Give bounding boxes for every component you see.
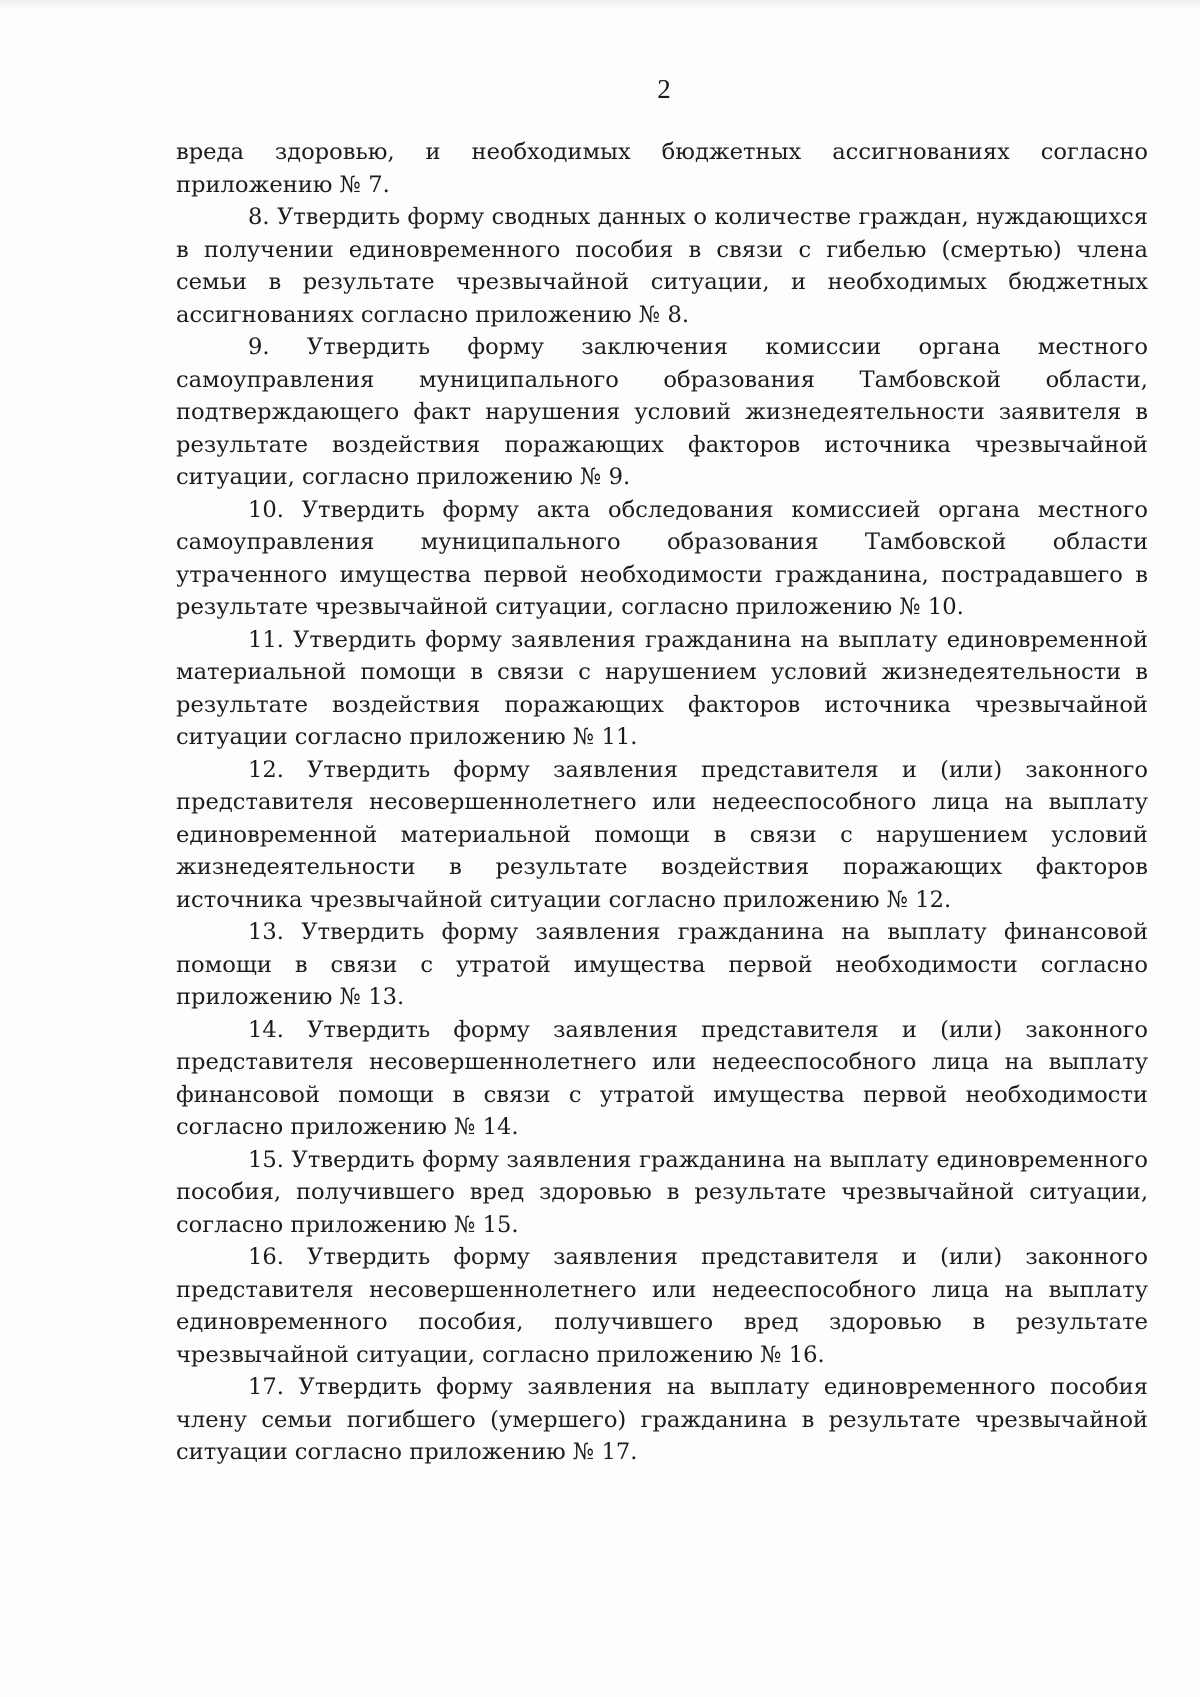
paragraph-item-11: 11. Утвердить форму заявления гражданина на выплату единовременной материальной помощи в связи с нарушением условий жизнедеятельности в результате воздействия поражающих факторов источника чрезвычайной ситуации согласно приложению № 11. bbox=[176, 626, 1148, 750]
paragraph-item-14: 14. Утвердить форму заявления представителя и (или) законного представителя несовершеннолетнего или недееспособного лица на выплату финансовой помощи в связи с утратой имущества первой необходимости согласно приложению № 14. bbox=[176, 1016, 1148, 1140]
paragraph-item-13: 13. Утвердить форму заявления гражданина на выплату финансовой помощи в связи с утратой имущества первой необходимости согласно приложению № 13. bbox=[176, 919, 1148, 1010]
paragraph-item-9: 9. Утвердить форму заключения комиссии органа местного самоуправления муниципального образования Тамбовской области, подтверждающего факт нарушения условий жизнедеятельности заявителя в результате воздействия поражающих факторов источника чрезвычайной ситуации, согласно приложению № 9. bbox=[176, 334, 1148, 490]
paragraph-item-12: 12. Утвердить форму заявления представителя и (или) законного представителя несовершеннолетнего или недееспособного лица на выплату единовременной материальной помощи в связи с нарушением условий жизнедеятельности в результате воздействия поражающих факторов источника чрезвычайной ситуации согласно приложению № 12. bbox=[176, 756, 1148, 913]
paragraph-item-10: 10. Утвердить форму акта обследования комиссией органа местного самоуправления муниципального образования Тамбовской области утраченного имущества первой необходимости гражданина, пострадавшего в результате чрезвычайной ситуации, согласно приложению № 10. bbox=[176, 496, 1148, 620]
paragraph-item-17: 17. Утвердить форму заявления на выплату единовременного пособия члену семьи погибшего (умершего) гражданина в результате чрезвычайной ситуации согласно приложению № 17. bbox=[176, 1374, 1148, 1465]
scan-edge-shadow bbox=[0, 0, 1200, 10]
paragraph-item-15: 15. Утвердить форму заявления гражданина на выплату единовременного пособия, получившего вред здоровью в результате чрезвычайной ситуации, согласно приложению № 15. bbox=[176, 1146, 1148, 1238]
paragraph-item-8: 8. Утвердить форму сводных данных о количестве граждан, нуждающихся в получении единовременного пособия в связи с гибелью (смертью) члена семьи в результате чрезвычайной ситуации, и необходимых бюджетных ассигнованиях согласно приложению № 8. bbox=[176, 204, 1148, 328]
paragraph-continuation: вреда здоровью, и необходимых бюджетных ассигнованиях согласно приложению № 7. bbox=[176, 139, 1148, 198]
paragraph-item-16: 16. Утвердить форму заявления представителя и (или) законного представителя несовершеннолетнего или недееспособного лица на выплату единовременного пособия, получившего вред здоровью в результате чрезвычайной ситуации, согласно приложению № 16. bbox=[176, 1244, 1148, 1368]
page-number: 2 bbox=[657, 74, 671, 104]
document-body bbox=[176, 136, 1148, 1469]
